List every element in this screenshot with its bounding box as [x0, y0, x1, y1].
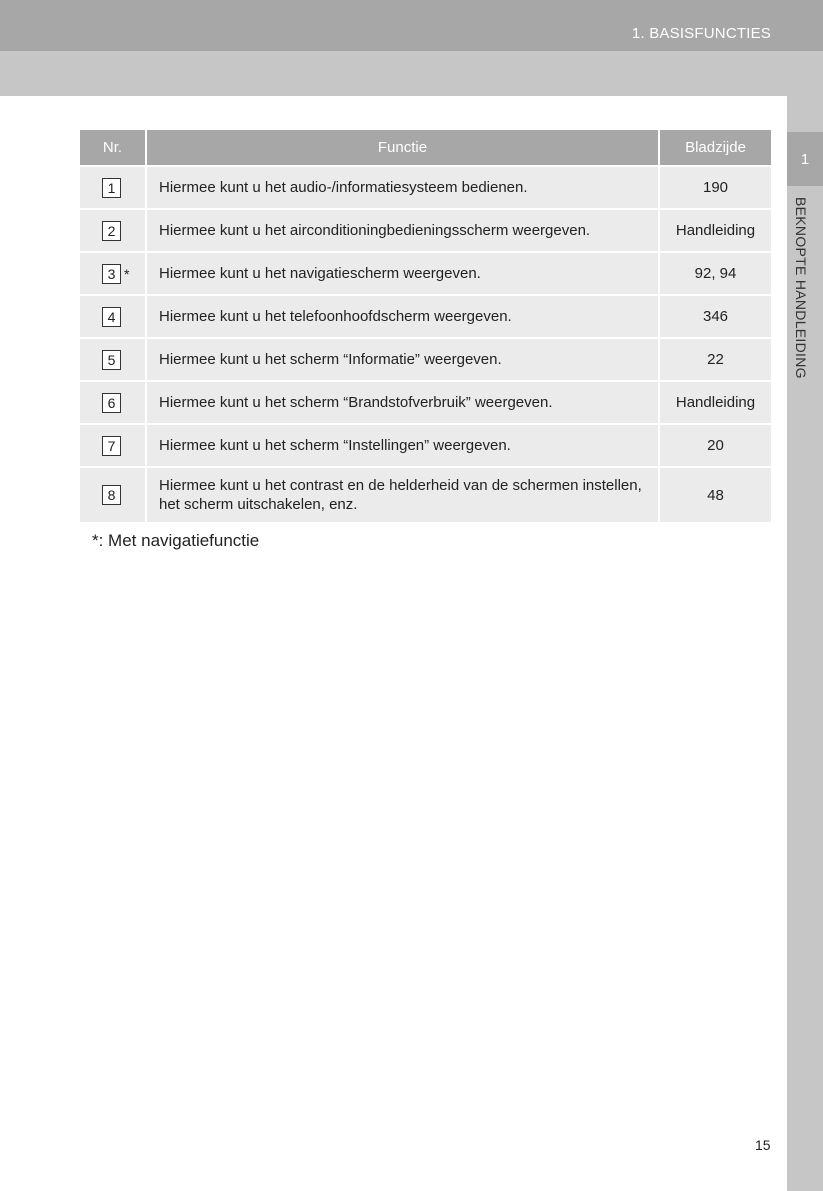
section-title: 1. BASISFUNCTIES — [631, 25, 771, 42]
number-box: 5 — [102, 350, 121, 370]
page-number: 15 — [755, 1137, 771, 1153]
function-table — [80, 130, 771, 522]
chapter-tab — [787, 132, 823, 186]
header-subband — [0, 51, 823, 96]
footnote-mark: * — [124, 265, 130, 282]
page-cell: 190 — [659, 166, 771, 209]
table-header-row — [80, 130, 771, 166]
description-cell: Hiermee kunt u het contrast en de helderheid van de schermen instellen, het scherm uitschakelen, enz. — [146, 467, 659, 522]
number-box: 4 — [102, 307, 121, 327]
header-page: Bladzijde — [659, 130, 771, 166]
chapter-number: 1 — [800, 150, 810, 168]
header-band — [0, 0, 823, 51]
table-row — [80, 252, 771, 295]
nr-cell — [80, 381, 146, 424]
header-function: Functie — [146, 130, 659, 166]
page-cell: Handleiding — [659, 209, 771, 252]
nr-cell — [80, 209, 146, 252]
nr-cell — [80, 295, 146, 338]
footnote: *: Met navigatiefunctie — [92, 531, 260, 550]
table-row — [80, 424, 771, 467]
description-cell: Hiermee kunt u het airconditioningbedieningsscherm weergeven. — [146, 209, 659, 252]
chapter-label: BEKNOPTE HANDLEIDING — [793, 197, 809, 379]
description-cell: Hiermee kunt u het navigatiescherm weergeven. — [146, 252, 659, 295]
page-cell: 346 — [659, 295, 771, 338]
nr-cell — [80, 166, 146, 209]
nr-cell — [80, 424, 146, 467]
description-cell: Hiermee kunt u het telefoonhoofdscherm weergeven. — [146, 295, 659, 338]
number-box: 2 — [102, 221, 121, 241]
table-row — [80, 166, 771, 209]
table-row — [80, 338, 771, 381]
number-box: 8 — [102, 485, 121, 505]
page-cell: 92, 94 — [659, 252, 771, 295]
page-cell: Handleiding — [659, 381, 771, 424]
nr-cell — [80, 467, 146, 522]
nr-cell — [80, 338, 146, 381]
table-row — [80, 295, 771, 338]
page-cell: 20 — [659, 424, 771, 467]
number-box: 7 — [102, 436, 121, 456]
number-box: 1 — [102, 178, 121, 198]
page-cell: 48 — [659, 467, 771, 522]
table-row — [80, 467, 771, 522]
description-cell: Hiermee kunt u het scherm “Informatie” weergeven. — [146, 338, 659, 381]
description-cell: Hiermee kunt u het audio-/informatiesysteem bedienen. — [146, 166, 659, 209]
page-cell: 22 — [659, 338, 771, 381]
table-row — [80, 209, 771, 252]
number-box: 6 — [102, 393, 121, 413]
nr-cell — [80, 252, 146, 295]
number-box: 3 — [102, 264, 121, 284]
description-cell: Hiermee kunt u het scherm “Instellingen” weergeven. — [146, 424, 659, 467]
description-cell: Hiermee kunt u het scherm “Brandstofverbruik” weergeven. — [146, 381, 659, 424]
table-row — [80, 381, 771, 424]
header-nr: Nr. — [80, 130, 146, 166]
